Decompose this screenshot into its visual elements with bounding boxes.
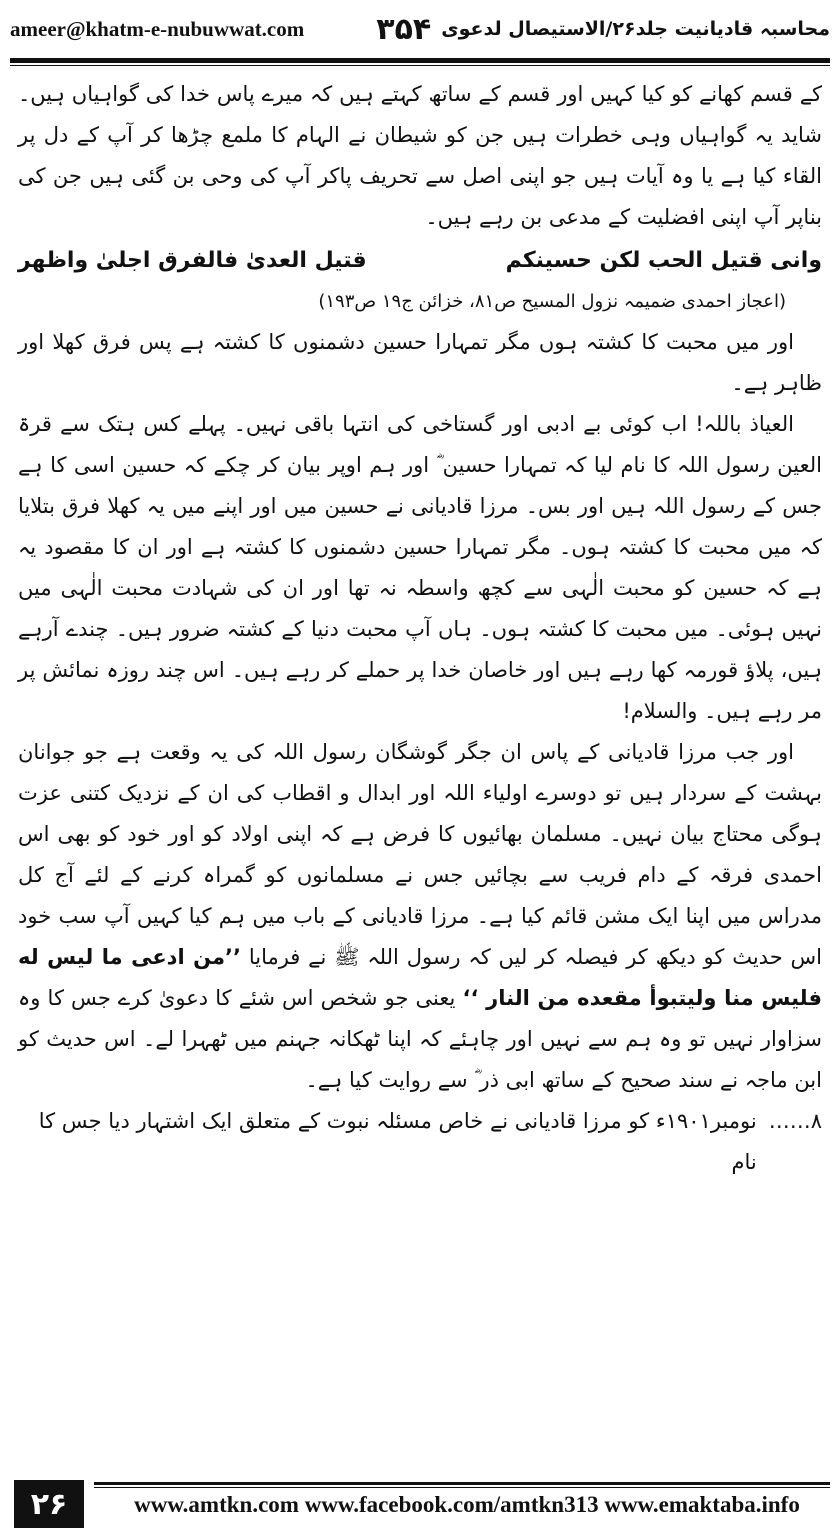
list-item-text: نومبر۱۹۰۱ء کو مرزا قادیانی نے خاص مسئلہ نبوت کے متعلق ایک اشتہار دیا جس کا نام <box>38 1109 757 1174</box>
page-content <box>18 74 822 1454</box>
verse-reference: (اعجاز احمدی ضمیمہ نزول المسیح ص۸۱، خزائن ج۱۹ ص۱۹۳) <box>318 291 786 312</box>
footer-links[interactable]: www.amtkn.com www.facebook.com/amtkn313 www.emaktaba.info <box>134 1492 800 1517</box>
header-rule-thin <box>10 65 830 66</box>
footer-rule-thin <box>94 1487 830 1488</box>
verse-left-hemistich: قتیل العدیٰ فالفرق اجلیٰ واظھر <box>18 248 367 273</box>
hadith-arabic: ’’من ادعی ما لیس له فلیس منا ولیتبوأ مقعده من النار ‘‘ <box>18 945 822 1010</box>
list-item-8 <box>18 1101 822 1183</box>
hadith-translation: یعنی جو شخص اس شئے کا دعویٰ کرے جس کا وہ سزاوار نہیں تو وہ ہم سے نہیں اور چاہئے کہ اپنا ٹھکانہ جہنم میں ٹھہرا لے۔ اس حدیث کو ابن ماجہ نے سند صحیح کے ساتھ ابی ذر ؓ سے روایت کیا ہے۔ <box>18 986 822 1092</box>
verse <box>18 240 822 281</box>
verse-right-hemistich: وانی قتیل الحب لکن حسینکم <box>505 248 822 273</box>
header-title: محاسبہ قادیانیت جلد۲۶/الاستیصال لدعوی <box>441 18 830 40</box>
footer-page-number: ۲۶ <box>14 1480 84 1528</box>
page-footer <box>14 1470 830 1534</box>
paragraph-warning <box>18 732 822 1101</box>
list-item-number: ۸…… <box>768 1109 822 1133</box>
paragraph-warning-text: اور جب مرزا قادیانی کے پاس ان جگر گوشگان رسول اللہ کی یہ وقعت ہے جو جوانان بہشت کے سردار ہیں تو دوسرے اولیاء اللہ اور ابدال و اقطاب کی ان کے نزدیک کتنی عزت ہوگی محتاج بیان نہیں۔ مسلمان بھائیوں کا فرض ہے کہ اپنی اولاد کو اور خود کو بھی اس احمدی فرقہ کے دام فریب سے بچائیں جس نے مسلمانوں کو گمراہ کرنے کے لئے آج کل مدراس میں اپنا ایک مشن قائم کیا ہے۔ مرزا قادیانی کے باب میں ہم کیا کہیں آپ سب خود اس حدیث کو دیکھ کر فیصلہ کر لیں کہ رسول اللہ ﷺ نے فرمایا <box>18 740 822 969</box>
footer-rule <box>94 1482 830 1485</box>
paragraph-commentary: العیاذ باللہ! اب کوئی بے ادبی اور گستاخی کی انتہا باقی نہیں۔ پہلے کس ہتک سے قرۃ العین رسول اللہ کا نام لیا کہ تمہارا حسین ؓ اور ہم اوپر بیان کر چکے کہ حسین اسی کا ہے جس کے رسول اللہ ہیں اور بس۔ مرزا قادیانی نے حسین میں اور اپنے میں یہ کھلا فرق بتلایا کہ میں محبت کا کشتہ ہوں۔ مگر تمہارا حسین دشمنوں کا کشتہ ہے اور ان کا مقصود یہ ہے کہ حسین کو محبت الٰہی سے کچھ واسطہ نہ تھا اور ان کی شہادت محبت الٰہی میں نہیں ہوئی۔ میں محبت کا کشتہ ہوں۔ ہاں آپ محبت دنیا کے کشتہ ضرور ہیں۔ چندے آرہے ہیں، پلاؤ قورمہ کھا رہے ہیں اور خاصان خدا پر حملے کر رہے ہیں۔ اس چند روزہ نمائش پر مر رہے ہیں۔ والسلام! <box>18 412 822 723</box>
header-page-number: ۳۵۴ <box>376 11 432 47</box>
verse-translation: اور میں محبت کا کشتہ ہوں مگر تمہارا حسین دشمنوں کا کشتہ ہے پس فرق کھلا اور ظاہر ہے۔ <box>18 330 822 395</box>
header-title-group <box>376 12 830 47</box>
paragraph-intro: کے قسم کھانے کو کیا کہیں اور قسم کے ساتھ کہتے ہیں کہ میرے پاس خدا کی گواہیاں ہیں۔ شاید یہ گواہیاں وہی خطرات ہیں جن کو شیطان نے الہام کا ملمع چڑھا کر آپ کے دل پر القاء کیا ہے یا وہ آیات ہیں جو اپنی اصل سے تحریف پاکر آپ کی وحی بن گئی ہیں جن کی بناپر آپ اپنی افضلیت کے مدعی بن رہے ہیں۔ <box>18 82 822 229</box>
header-rule <box>10 58 830 63</box>
page-header <box>10 6 830 52</box>
header-email[interactable]: ameer@khatm-e-nubuwwat.com <box>10 16 305 41</box>
